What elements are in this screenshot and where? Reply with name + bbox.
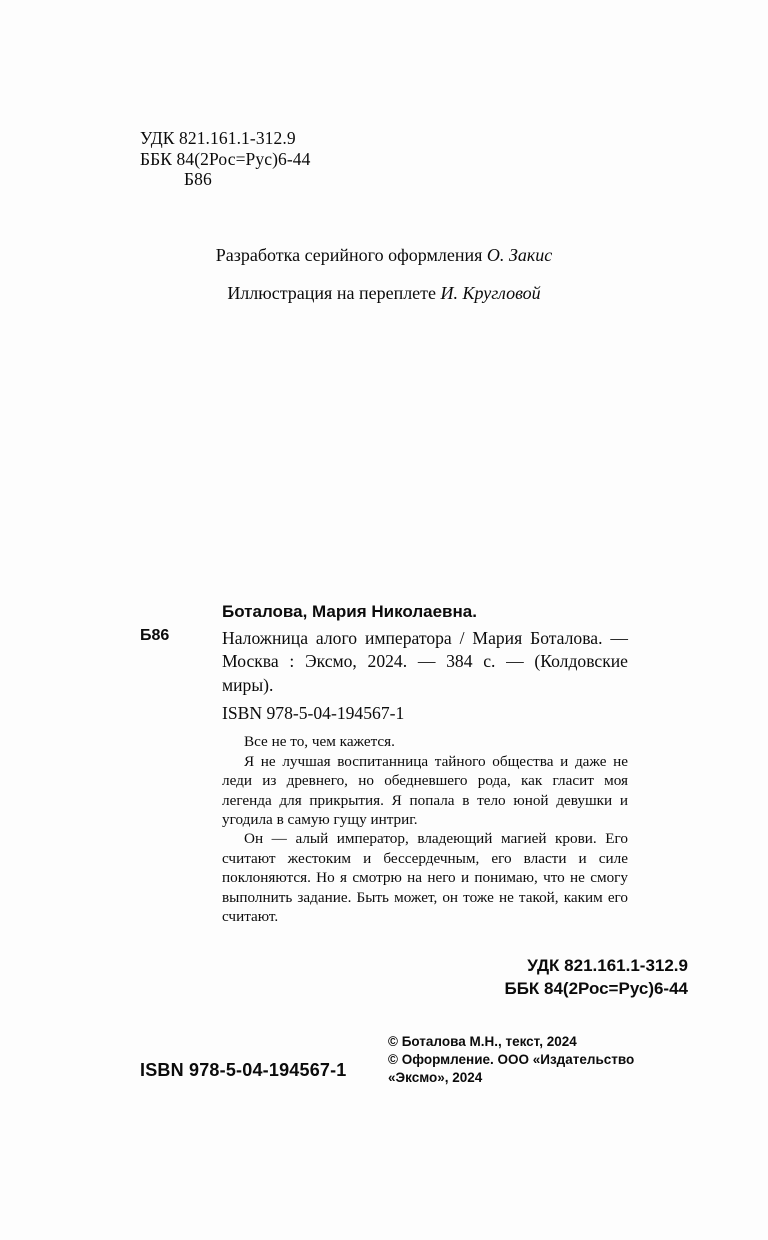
bbk-code: ББК 84(2Рос=Рус)6-44: [140, 148, 311, 169]
cip-isbn: ISBN 978-5-04-194567-1: [222, 703, 405, 724]
credit-cover-illustration-label: Иллюстрация на переплете: [227, 283, 437, 303]
annotation-paragraph: Он — алый император, владеющий магией крови. Его считают жестоким и бессердечным, его власти и силе поклоняются. Но я смотрю на него и понимаю, что не смогу выполнить задание. Быть может, он тоже не такой, каким его считают.: [222, 830, 628, 926]
book-annotation: [222, 732, 628, 927]
shelf-mark: Б86: [184, 169, 212, 190]
cip-description-row: [140, 627, 628, 697]
credit-cover-illustration-name: И. Кругловой: [440, 283, 541, 303]
copyright-line: «Эксмо», 2024: [388, 1070, 483, 1086]
isbn-bottom: ISBN 978-5-04-194567-1: [140, 1060, 347, 1080]
cip-author: Боталова, Мария Николаевна.: [222, 602, 477, 621]
credit-series-design-label: Разработка серийного оформления: [215, 245, 483, 265]
cip-block: [140, 602, 628, 927]
copyright-line: © Оформление. ООО «Издательство: [388, 1052, 635, 1068]
credits-block: [0, 245, 768, 321]
annotation-paragraph: Я не лучшая воспитанница тайного общества и даже не леди из древнего, но обедневшего рода, как гласит моя легенда для прикрытия. Я попала в тело юной девушки и угодила в самую гущу интриг.: [222, 752, 628, 828]
udk-code-repeat: УДК 821.161.1-312.9: [527, 956, 688, 975]
annotation-paragraph: Все не то, чем кажется.: [244, 733, 395, 751]
classification-block: [140, 128, 311, 190]
copyright-block: [388, 1033, 688, 1088]
copyright-line: © Боталова М.Н., текст, 2024: [388, 1034, 577, 1049]
cip-shelf-mark: Б86: [140, 627, 170, 644]
classification-repeat-block: [504, 955, 688, 1001]
credit-series-design: [0, 245, 768, 266]
udk-code: УДК 821.161.1-312.9: [140, 128, 296, 148]
bbk-code-repeat: ББК 84(2Рос=Рус)6-44: [504, 978, 688, 998]
cip-description: Наложница алого императора / Мария Боталова. — Москва : Эксмо, 2024. — 384 с. — (Колдовские миры).: [222, 628, 628, 695]
credit-cover-illustration: [0, 283, 768, 304]
credit-series-design-name: О. Закис: [486, 245, 553, 265]
